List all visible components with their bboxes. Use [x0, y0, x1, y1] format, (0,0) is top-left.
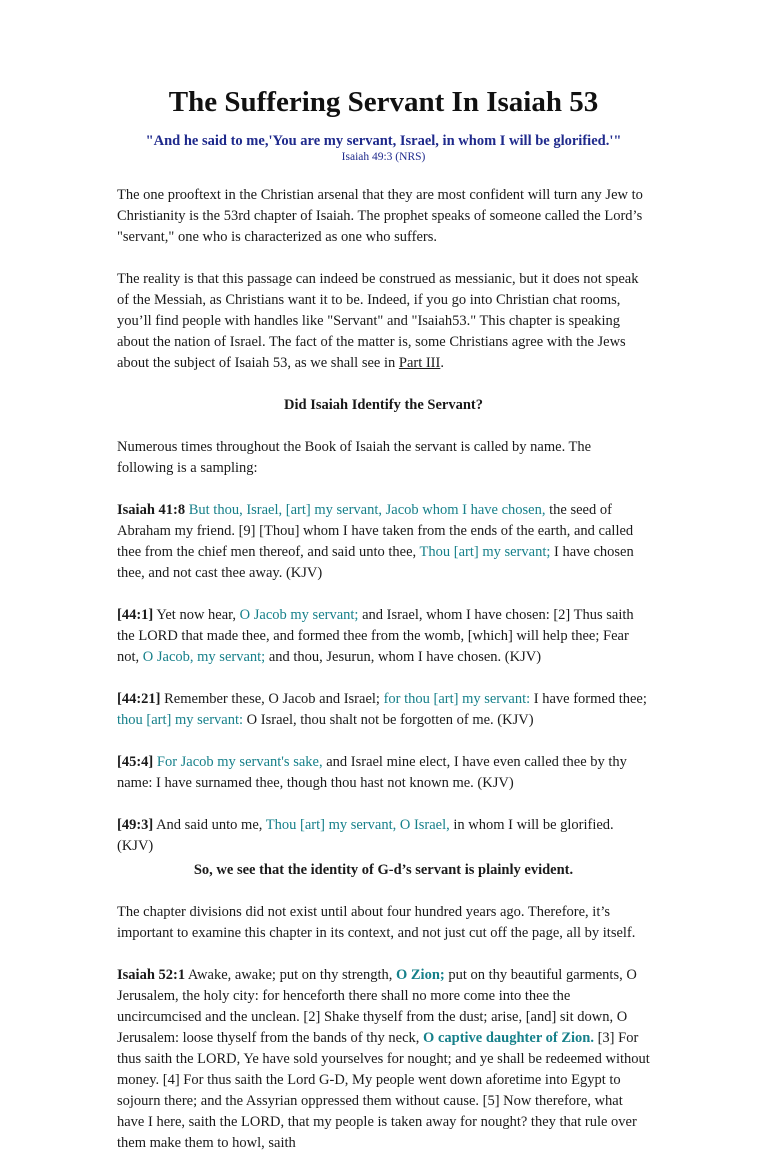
verse-text: put on thy beautiful garments, O Jerusalem, the holy city: for henceforth there shall no more come into thee the uncircumcised and the unclean. [2] Shake thyself from the dust; arise, [and] sit down, O Jerusalem: loose thyself from the bands of thy neck, [117, 967, 637, 1046]
highlighted-text: O Jacob, my servant; [142, 649, 266, 665]
verse-ref: [44:21] [117, 691, 161, 707]
chapter-divisions-paragraph: The chapter divisions did not exist until about four hundred years ago. Therefore, it’s important to examine this chapter in its context, and not just cut off the page, all by itself. [117, 904, 636, 941]
verse-text: in whom I will be glorified. (KJV) [117, 817, 614, 854]
verse-text: [3] For thus saith the LORD, Ye have sold yourselves for nought; and ye shall be redeemed without money. [4] For thus saith the Lord G-D, My people went down aforetime into Egypt to sojourn there; and the Assyrian oppressed them without cause. [5] Now therefore, what have I here, saith the LORD, that my people is taken away for nought? they that rule over them make them to howl, saith [117, 1030, 650, 1151]
verse-text: And said unto me, [153, 817, 266, 833]
highlighted-text: But thou, Israel, [art] my servant, Jacob whom I have chosen, [185, 502, 546, 518]
sampling-paragraph: Numerous times throughout the Book of Isaiah the servant is called by name. The following is a sampling: [117, 439, 592, 476]
highlighted-text: thou [art] my servant: [117, 712, 244, 728]
reality-paragraph [117, 269, 650, 374]
epigraph-quote: "And he said to me,'You are my servant, Israel, in whom I will be glorified.'" [145, 133, 622, 149]
verse-isaiah-41-8 [117, 500, 650, 584]
verse-44-1 [117, 605, 650, 668]
verse-ref: [49:3] [117, 817, 154, 833]
part-iii-link[interactable]: Part III [398, 355, 441, 371]
highlighted-text: Thou [art] my servant, O Israel, [265, 817, 450, 833]
highlighted-text: O Jacob my servant; [239, 607, 359, 623]
verse-text: and thou, Jesurun, whom I have chosen. (KJV) [265, 649, 542, 665]
conclusion-heading: So, we see that the identity of G-d’s servant is plainly evident. [193, 862, 574, 878]
verse-text: I have formed thee; [530, 691, 647, 707]
highlighted-text: for thou [art] my servant: [383, 691, 531, 707]
verse-text: the seed of Abraham my friend. [9] [Thou] whom I have taken from the ends of the earth, and called thee from the chief men thereof, and said unto thee, [117, 502, 634, 560]
verse-text: and Israel, whom I have chosen: [2] Thus saith the LORD that made thee, and formed thee from the womb, [which] will help thee; Fear not, [117, 607, 634, 665]
verse-isaiah-52-1 [117, 965, 650, 1154]
verse-ref: Isaiah 52:1 [117, 967, 186, 983]
verse-text: Remember these, O Jacob and Israel; [160, 691, 384, 707]
reality-end: . [440, 355, 444, 371]
verse-text: Yet now hear, [153, 607, 240, 623]
verse-ref: Isaiah 41:8 [117, 502, 186, 518]
verse-ref: [45:4] [117, 754, 154, 770]
highlighted-text: O Zion; [395, 967, 445, 983]
verse-text: Awake, awake; put on thy strength, [185, 967, 396, 983]
highlighted-text: For Jacob my servant's sake, [156, 754, 323, 770]
verse-text: I have chosen thee, and not cast thee away. (KJV) [117, 544, 634, 581]
section-heading: Did Isaiah Identify the Servant? [284, 397, 483, 413]
verse-text: and Israel mine elect, I have even called thee by thy name: I have surnamed thee, though thou hast not known me. (KJV) [117, 754, 627, 791]
reality-text: The reality is that this passage can indeed be construed as messianic, but it does not speak of the Messiah, as Christians want it to be. Indeed, if you go into Christian chat rooms, you’ll find people with handles like "Servant" and "Isaiah53." This chapter is speaking about the nation of Israel. The fact of the matter is, some Christians agree with the Jews about the subject of Isaiah 53, as we shall see in [117, 271, 639, 371]
verse-44-21 [117, 689, 650, 731]
intro-paragraph: The one prooftext in the Christian arsenal that they are most confident will turn any Jew to Christianity is the 53rd chapter of Isaiah. The prophet speaks of someone called the Lord’s "servant," one who is characterized as one who suffers. [117, 187, 643, 245]
highlighted-text: O captive daughter of Zion. [423, 1030, 594, 1046]
verse-45-4 [117, 752, 650, 794]
verse-49-3 [117, 815, 650, 857]
verse-ref: [44:1] [117, 607, 154, 623]
page-title: The Suffering Servant In Isaiah 53 [168, 86, 599, 118]
verse-text: O Israel, thou shalt not be forgotten of me. (KJV) [243, 712, 534, 728]
highlighted-text: Thou [art] my servant; [419, 544, 551, 560]
epigraph-citation: Isaiah 49:3 (NRS) [341, 151, 426, 163]
